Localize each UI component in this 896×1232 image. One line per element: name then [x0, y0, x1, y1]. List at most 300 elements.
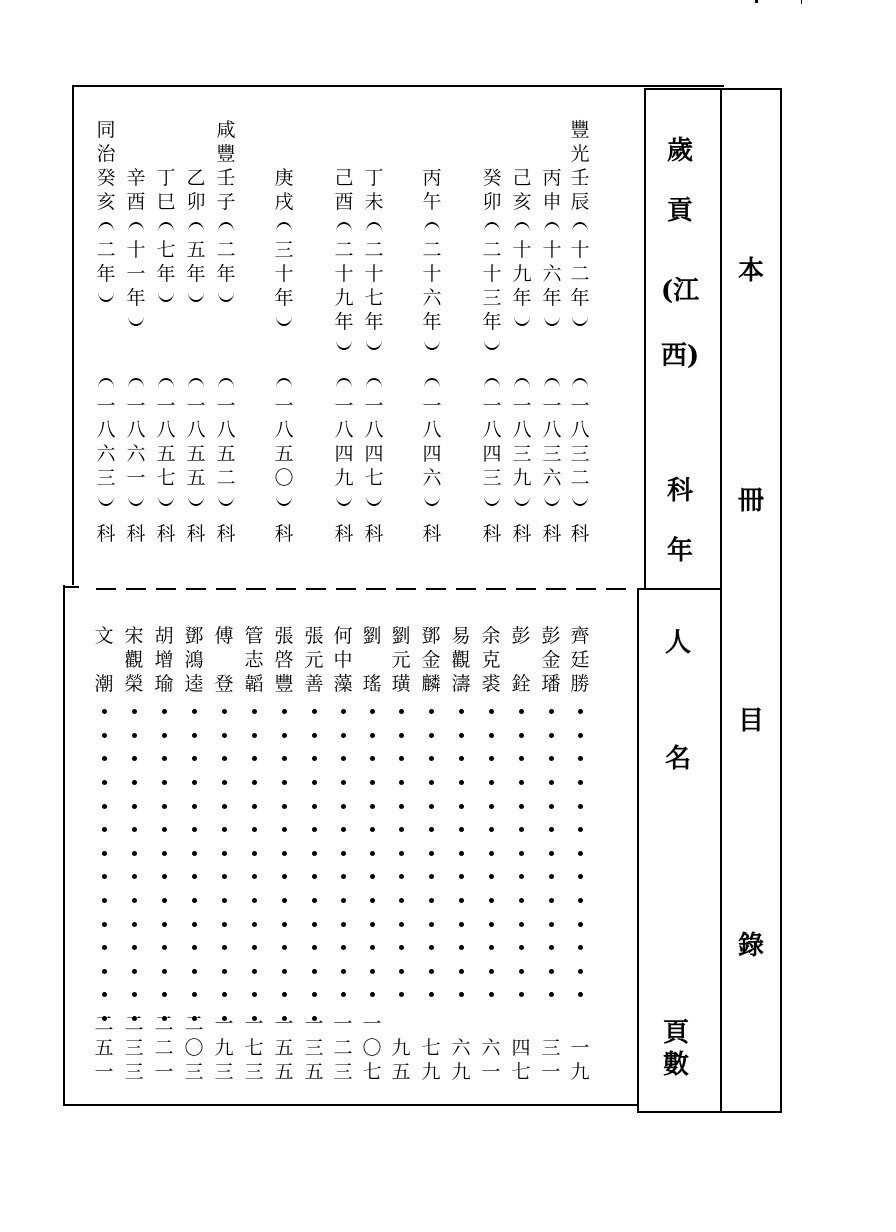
frame-left-lower [63, 585, 65, 1105]
western-year-column [362, 370, 386, 546]
leader-dot [341, 922, 346, 927]
leader-dot [459, 827, 464, 832]
page-digit: 五 [304, 1061, 324, 1083]
name-char: 齊 [570, 625, 590, 647]
western-year-char: 一 [216, 395, 236, 417]
page-digit: 三 [333, 1061, 353, 1083]
leader-dot [252, 733, 257, 738]
bracket-close [124, 310, 148, 334]
header-col-left-border [644, 88, 646, 588]
page-digit: 二 [124, 1013, 144, 1035]
name-char [212, 648, 236, 672]
leader-dot [162, 969, 167, 974]
reign-year-char: 年 [126, 287, 146, 309]
leader-dot [489, 898, 494, 903]
leader-dot [132, 969, 137, 974]
leader-dot [578, 756, 583, 761]
reign-year-char: 十 [542, 239, 562, 261]
leader-dot [519, 756, 524, 761]
era-char [272, 118, 296, 142]
reign-year-char: 年 [542, 287, 562, 309]
name-char: 潮 [94, 673, 114, 695]
page-digit: 一 [333, 1013, 353, 1035]
header-divider [637, 588, 721, 590]
era-char: 豐 [570, 119, 590, 141]
leader-dot [370, 709, 375, 714]
entry-page-number [272, 1012, 296, 1084]
entry-name [479, 624, 503, 696]
cyclical-char: 丙 [542, 167, 562, 189]
leader-dot [192, 969, 197, 974]
reign-year-char: 九 [334, 287, 354, 309]
name-char: 金 [421, 649, 441, 671]
name-char: 藻 [333, 673, 353, 695]
name-char: 逵 [184, 673, 204, 695]
bracket-close [480, 490, 504, 514]
leader-dot [549, 827, 554, 832]
page-digit: 七 [511, 1061, 531, 1083]
western-year-char: 八 [482, 419, 502, 441]
leader-dot [459, 945, 464, 950]
entry-name [302, 624, 326, 696]
era-char [362, 142, 386, 166]
leader-dot [341, 827, 346, 832]
entry-page-number [389, 1036, 413, 1084]
dot-leader [479, 700, 503, 1007]
page-digit: 一 [541, 1061, 561, 1083]
leader-dot [549, 851, 554, 856]
western-year-char: 九 [334, 467, 354, 489]
bracket-close [420, 490, 444, 514]
western-year-char: 一 [422, 395, 442, 417]
reign-year-char: 年 [274, 287, 294, 309]
name-char: 善 [304, 673, 324, 695]
entry-page-number [360, 1012, 384, 1084]
bracket-open [184, 214, 208, 238]
western-year-char: 一 [126, 395, 146, 417]
leader-dot [312, 969, 317, 974]
name-char: 勝 [570, 673, 590, 695]
bracket-close [124, 490, 148, 514]
name-char: 宋 [124, 625, 144, 647]
leader-dot [102, 804, 107, 809]
leader-dot [341, 780, 346, 785]
bracket-open [540, 370, 564, 394]
cyclical-char: 酉 [334, 191, 354, 213]
cyclical-char: 己 [334, 167, 354, 189]
leader-dot [252, 874, 257, 879]
exam-suffix: 科 [512, 523, 532, 545]
page-label-char-2: 數 [662, 1050, 689, 1080]
name-char: 鄧 [184, 625, 204, 647]
western-year-char: 二 [570, 467, 590, 489]
page-digit: 六 [451, 1037, 471, 1059]
bracket-close [214, 286, 238, 310]
western-year-column [214, 370, 238, 546]
western-year-column [420, 370, 444, 546]
entry-name [152, 624, 176, 696]
leader-dot [252, 922, 257, 927]
western-year-char: 八 [512, 419, 532, 441]
year-label-char-1: 科 [666, 476, 693, 506]
leader-dot [132, 709, 137, 714]
leader-dot [222, 922, 227, 927]
era-char [332, 142, 356, 166]
leader-dot [282, 827, 287, 832]
western-year-char: 一 [334, 395, 354, 417]
leader-dot [549, 992, 554, 997]
leader-dot [192, 733, 197, 738]
leader-dot [399, 874, 404, 879]
leader-dot [578, 851, 583, 856]
name-char: 濤 [451, 673, 471, 695]
leader-dot [252, 898, 257, 903]
leader-dot [519, 780, 524, 785]
page-digit: 九 [451, 1061, 471, 1083]
bracket-open [214, 370, 238, 394]
western-year-char: 三 [570, 443, 590, 465]
cyclical-char: 辛 [126, 167, 146, 189]
reign-year-char: 二 [216, 239, 236, 261]
entry-name [568, 624, 592, 696]
leader-dot [489, 922, 494, 927]
page-digit: 二 [154, 1013, 174, 1035]
name-char: 鴻 [184, 649, 204, 671]
leader-dot [399, 733, 404, 738]
page-digit: 五 [94, 1037, 114, 1059]
page-digit: 九 [214, 1037, 234, 1059]
reign-year-char: 二 [334, 239, 354, 261]
leader-dot [429, 969, 434, 974]
page-digit: 三 [184, 1061, 204, 1083]
leader-dot [489, 969, 494, 974]
reign-year-char: 十 [274, 263, 294, 285]
leader-dot [578, 827, 583, 832]
entry-name [272, 624, 296, 696]
exam-suffix: 科 [542, 523, 562, 545]
leader-dot [102, 709, 107, 714]
leader-dot [162, 992, 167, 997]
era-char [124, 118, 148, 142]
reign-year-char: 年 [422, 311, 442, 333]
leader-dot [429, 992, 434, 997]
year-label-char-2: 年 [666, 536, 693, 566]
entry-name [212, 624, 236, 696]
page-digit: 三 [304, 1037, 324, 1059]
western-year-char: 九 [512, 467, 532, 489]
bracket-close [568, 490, 592, 514]
bracket-open [480, 370, 504, 394]
bracket-close [154, 286, 178, 310]
leader-dot [429, 709, 434, 714]
entry-name [360, 624, 384, 696]
header-col-left-border-lower [637, 588, 639, 1111]
bracket-close [510, 490, 534, 514]
leader-dot [459, 922, 464, 927]
cyclical-char: 未 [364, 191, 384, 213]
leader-dot [341, 733, 346, 738]
era-char [420, 142, 444, 166]
western-year-char: 一 [364, 395, 384, 417]
exam-year-column [154, 118, 178, 310]
cyclical-char: 申 [542, 191, 562, 213]
page-digit: 五 [274, 1037, 294, 1059]
entry-page-number [509, 1036, 533, 1084]
western-year-char: 八 [542, 419, 562, 441]
era-char [540, 142, 564, 166]
western-year-char: 三 [482, 467, 502, 489]
name-char: 銓 [511, 673, 531, 695]
western-year-column [332, 370, 356, 546]
cyclical-char: 戌 [274, 191, 294, 213]
leader-dot [162, 733, 167, 738]
bracket-open [154, 370, 178, 394]
page-digit: 五 [391, 1061, 411, 1083]
name-char: 管 [244, 625, 264, 647]
name-char: 彭 [511, 625, 531, 647]
leader-dot [429, 733, 434, 738]
exam-suffix: 科 [364, 523, 384, 545]
reign-year-char: 年 [96, 263, 116, 285]
western-year-char: 八 [186, 419, 206, 441]
western-year-column [184, 370, 208, 546]
exam-year-column [184, 118, 208, 310]
leader-dot [519, 733, 524, 738]
section-title-char-3: (江 [660, 276, 700, 306]
era-char: 豐 [216, 143, 236, 165]
leader-dot [370, 922, 375, 927]
page-digit: 一 [214, 1013, 234, 1035]
cyclical-char: 壬 [570, 167, 590, 189]
reign-year-char: 年 [156, 263, 176, 285]
leader-dot [370, 804, 375, 809]
entry-page-number [212, 1012, 236, 1084]
page-digit: 九 [421, 1061, 441, 1083]
bracket-close [184, 490, 208, 514]
era-char [480, 142, 504, 166]
leader-dot [459, 898, 464, 903]
leader-dot [222, 969, 227, 974]
name-char: 榮 [124, 673, 144, 695]
leader-dot [162, 898, 167, 903]
leader-dot [519, 992, 524, 997]
cyclical-char: 癸 [482, 167, 502, 189]
dot-leader [539, 700, 563, 1007]
page-digit: 二 [333, 1037, 353, 1059]
dot-leader [182, 700, 206, 1030]
reign-year-char: 二 [364, 239, 384, 261]
name-char: 志 [244, 649, 264, 671]
bracket-open [540, 214, 564, 238]
reign-year-char: 年 [216, 263, 236, 285]
name-char: 易 [451, 625, 471, 647]
page-digit: 六 [481, 1037, 501, 1059]
leader-dot [341, 969, 346, 974]
leader-dot [132, 874, 137, 879]
name-char: 元 [391, 649, 411, 671]
bracket-open [94, 370, 118, 394]
reign-year-char: 五 [186, 239, 206, 261]
leader-dot [162, 756, 167, 761]
name-char: 張 [304, 625, 324, 647]
leader-dot [282, 733, 287, 738]
leader-dot [489, 709, 494, 714]
leader-dot [370, 874, 375, 879]
name-char: 元 [304, 649, 324, 671]
entry-page-number [449, 1036, 473, 1084]
leader-dot [192, 851, 197, 856]
leader-dot [312, 756, 317, 761]
cyclical-char: 辰 [570, 191, 590, 213]
era-char: 治 [96, 143, 116, 165]
exam-suffix: 科 [422, 523, 442, 545]
cyclical-char: 亥 [512, 191, 532, 213]
leader-dot [489, 756, 494, 761]
name-char: 中 [333, 649, 353, 671]
leader-dot [549, 756, 554, 761]
leader-dot [549, 874, 554, 879]
cyclical-char: 壬 [216, 167, 236, 189]
leader-dot [459, 992, 464, 997]
leader-dot [192, 780, 197, 785]
page-digit: 二 [184, 1013, 204, 1035]
western-year-char: 一 [570, 395, 590, 417]
western-year-char: 八 [274, 419, 294, 441]
exam-suffix: 科 [570, 523, 590, 545]
page-label-char-1: 頁 [662, 1018, 689, 1048]
western-year-char: 五 [216, 443, 236, 465]
name-char: 鄧 [421, 625, 441, 647]
page-digit: 一 [481, 1061, 501, 1083]
book-title-char-2: 冊 [737, 486, 764, 516]
western-year-char: 四 [364, 443, 384, 465]
leader-dot [578, 804, 583, 809]
leader-dot [578, 709, 583, 714]
entry-page-number [539, 1036, 563, 1084]
cyclical-char: 卯 [482, 191, 502, 213]
cyclical-char: 午 [422, 191, 442, 213]
leader-dot [519, 827, 524, 832]
western-year-char: 六 [126, 443, 146, 465]
exam-year-column [332, 118, 356, 358]
leader-dot [162, 922, 167, 927]
western-year-char: 三 [512, 443, 532, 465]
name-char: 劉 [362, 625, 382, 647]
bracket-close [540, 490, 564, 514]
leader-dot [459, 874, 464, 879]
dot-leader [389, 700, 413, 1007]
cyclical-char: 丁 [156, 167, 176, 189]
leader-dot [459, 969, 464, 974]
bracket-close [510, 310, 534, 334]
leader-dot [519, 945, 524, 950]
leader-dot [132, 992, 137, 997]
leader-dot [459, 851, 464, 856]
leader-dot [162, 780, 167, 785]
bracket-close [540, 310, 564, 334]
leader-dot [162, 709, 167, 714]
cyclical-char: 己 [512, 167, 532, 189]
leader-dot [370, 898, 375, 903]
leader-dot [102, 733, 107, 738]
western-year-char: 八 [126, 419, 146, 441]
western-year-char: 一 [126, 467, 146, 489]
leader-dot [370, 756, 375, 761]
name-char: 劉 [391, 625, 411, 647]
leader-dot [102, 874, 107, 879]
leader-dot [549, 922, 554, 927]
name-char: 裘 [481, 673, 501, 695]
bracket-open [154, 214, 178, 238]
book-title-char-3: 目 [737, 706, 764, 736]
name-char [509, 648, 533, 672]
bracket-close [480, 334, 504, 358]
leader-dot [312, 874, 317, 879]
frame-top [72, 85, 724, 87]
leader-dot [312, 945, 317, 950]
leader-dot [578, 945, 583, 950]
era-char: 咸 [216, 119, 236, 141]
page-digit: 三 [244, 1061, 264, 1083]
bracket-open [124, 214, 148, 238]
leader-dot [549, 969, 554, 974]
page-digit: 一 [94, 1061, 114, 1083]
leader-dot [399, 922, 404, 927]
bracket-close [568, 310, 592, 334]
leader-dot [489, 827, 494, 832]
leader-dot [519, 851, 524, 856]
bracket-open [362, 214, 386, 238]
bracket-open [420, 214, 444, 238]
western-year-char: 四 [422, 443, 442, 465]
leader-dot [192, 709, 197, 714]
western-year-column [480, 370, 504, 546]
entry-name [182, 624, 206, 696]
cyclical-char: 丁 [364, 167, 384, 189]
leader-dot [132, 733, 137, 738]
leader-dot [282, 709, 287, 714]
entry-name [449, 624, 473, 696]
leader-dot [192, 898, 197, 903]
leader-dot [312, 780, 317, 785]
era-char [154, 118, 178, 142]
name-char: 璠 [541, 673, 561, 695]
era-char [480, 118, 504, 142]
leader-dot [578, 874, 583, 879]
page-digit: 〇 [184, 1037, 204, 1059]
western-year-char: 七 [156, 467, 176, 489]
leader-dot [519, 898, 524, 903]
era-char [332, 118, 356, 142]
book-title-char-1: 本 [737, 256, 764, 286]
leader-dot [102, 945, 107, 950]
page-digit: 三 [124, 1037, 144, 1059]
western-year-column [272, 370, 296, 546]
bracket-close [420, 334, 444, 358]
era-char [154, 142, 178, 166]
leader-dot [519, 874, 524, 879]
page-digit: 九 [391, 1037, 411, 1059]
bracket-close [154, 490, 178, 514]
western-year-char: 五 [274, 443, 294, 465]
leader-dot [489, 780, 494, 785]
leader-dot [252, 969, 257, 974]
entry-page-number [182, 1012, 206, 1084]
leader-dot [252, 709, 257, 714]
header-bottom [637, 1111, 782, 1113]
reign-year-char: 年 [364, 311, 384, 333]
leader-dot [370, 733, 375, 738]
